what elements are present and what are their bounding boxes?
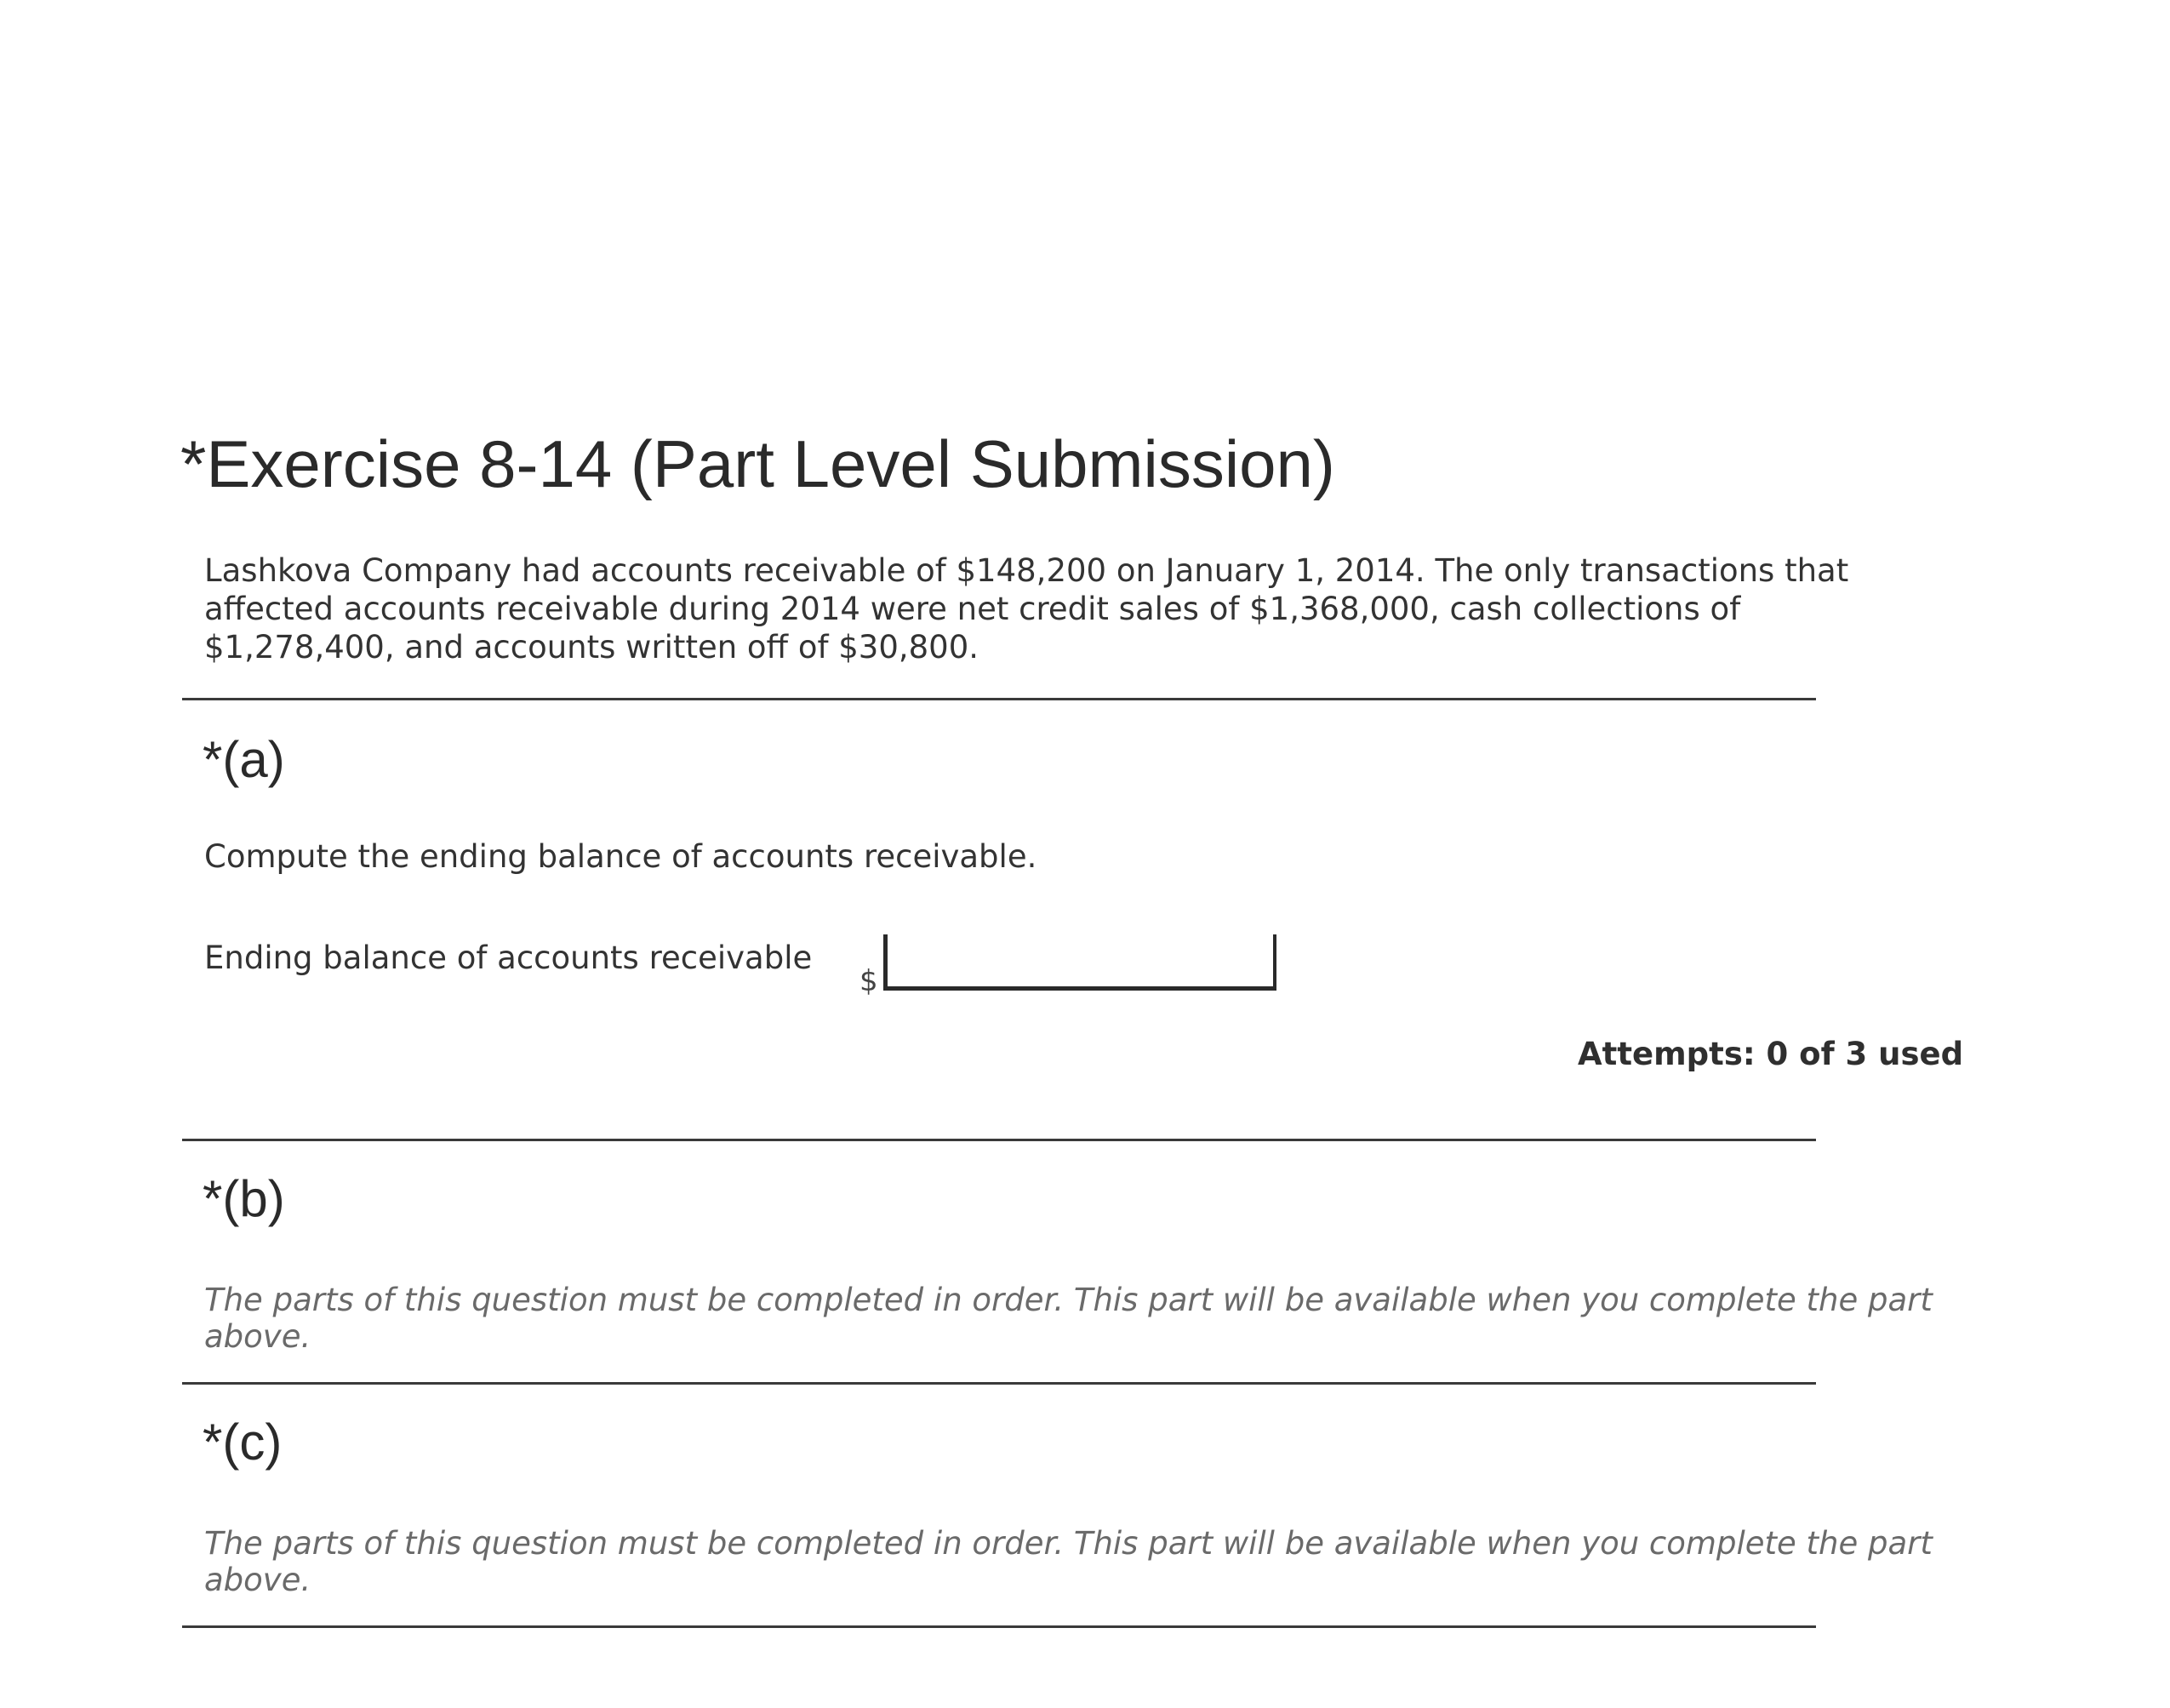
currency-symbol: $ [859, 964, 878, 998]
exercise-intro: Lashkova Company had accounts receivable of $148,200 on January 1, 2014. The only transactions that affected accounts receivable during 2014 were net credit sales of $1,368,000, cash collections of $1,278,400, and accounts written off of $30,800. [204, 552, 1849, 665]
divider [182, 1382, 1816, 1385]
part-c-heading: *(c) [203, 1414, 283, 1471]
divider [182, 1625, 1816, 1628]
part-a-instruction: Compute the ending balance of accounts receivable. [204, 838, 1037, 875]
ending-balance-input[interactable] [883, 934, 1276, 991]
divider [182, 1139, 1816, 1141]
part-b-heading: *(b) [203, 1170, 285, 1227]
part-a-heading: *(a) [203, 731, 285, 788]
part-c-locked-note: The parts of this question must be completed in order. This part will be available when you complete the part above. [204, 1525, 1933, 1598]
ending-balance-label: Ending balance of accounts receivable [204, 940, 813, 976]
part-b-locked-note: The parts of this question must be completed in order. This part will be available when you complete the part above. [204, 1282, 1933, 1355]
divider [182, 698, 1816, 700]
attempts-counter: Attempts: 0 of 3 used [1578, 1036, 1964, 1072]
exercise-title: *Exercise 8-14 (Part Level Submission) [180, 426, 1335, 501]
